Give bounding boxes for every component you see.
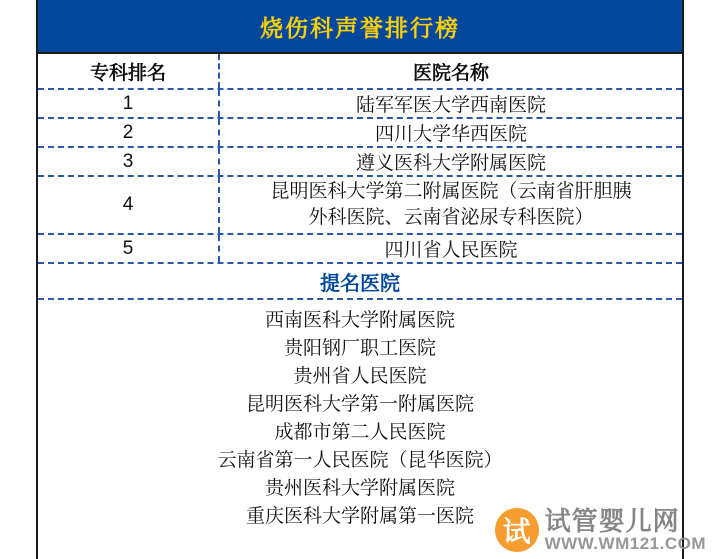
ranking-table [36, 0, 684, 559]
cell-hospital: 四川省人民医院 [384, 240, 518, 261]
cell-hospital-line2: 外科医院、云南省泌尿专科医院） [308, 207, 594, 228]
watermark-site-url: WWW.WM121.COM [544, 534, 706, 554]
table-row [38, 177, 682, 235]
list-item: 贵阳钢厂职工医院 [283, 337, 436, 359]
table-row [38, 90, 682, 119]
list-item: 贵州省人民医院 [293, 365, 427, 387]
list-item: 重庆医科大学附属第一医院 [245, 505, 474, 527]
table-row [38, 119, 682, 148]
list-item: 成都市第二人民医院 [274, 421, 446, 443]
table-title-bar [38, 0, 682, 54]
cell-rank: 3 [38, 148, 220, 175]
list-item: 贵州医科大学附属医院 [264, 477, 455, 499]
table-header-row [38, 54, 682, 90]
honorable-mention-list [38, 300, 682, 528]
header-cell-hospital: 医院名称 [412, 62, 489, 84]
cell-rank: 1 [38, 90, 220, 117]
watermark-site-name: 试管婴儿网 [544, 505, 680, 536]
cell-hospital [220, 177, 682, 233]
cell-hospital: 四川大学华西医院 [374, 124, 527, 145]
header-cell-rank: 专科排名 [38, 54, 220, 88]
cell-rank: 5 [38, 235, 220, 262]
table-row [38, 235, 682, 264]
list-item: 西南医科大学附属医院 [264, 309, 455, 331]
honorable-mention-header [38, 264, 682, 300]
cell-hospital: 陆军军医大学西南医院 [355, 95, 546, 116]
list-item: 昆明医科大学第一附属医院 [245, 393, 474, 415]
cell-rank: 2 [38, 119, 220, 146]
cell-rank: 4 [38, 177, 220, 233]
cell-hospital: 遵义医科大学附属医院 [355, 153, 546, 174]
watermark-logo-icon: 试 [495, 508, 539, 552]
cell-hospital-line1: 昆明医科大学第二附属医院（云南省肝胆胰 [270, 181, 632, 202]
table-title: 烧伤科声誉排行榜 [260, 14, 460, 41]
honorable-mention-title: 提名医院 [320, 272, 400, 295]
list-item: 云南省第一人民医院（昆华医院） [217, 449, 503, 471]
table-row [38, 148, 682, 177]
